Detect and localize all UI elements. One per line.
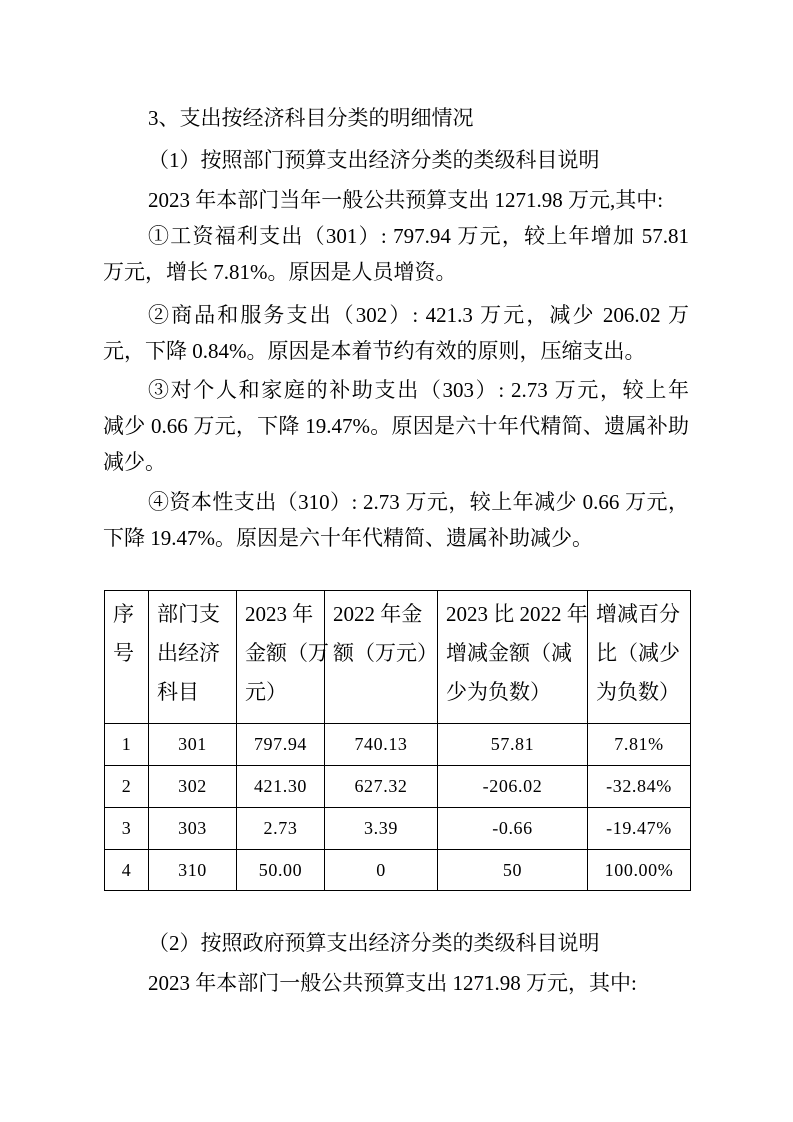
paragraph-line: ①工资福利支出（301）: 797.94 万元，较上年增加 57.81: [148, 224, 689, 248]
header-line: 部门支: [157, 602, 220, 626]
cell-change-amount: 50: [438, 850, 588, 891]
paragraph-line: ④资本性支出（310）: 2.73 万元，较上年减少 0.66 万元，: [148, 490, 689, 514]
header-line: 2023 年: [245, 602, 314, 626]
paragraph-line: 元，下降 0.84%。原因是本着节约有效的原则，压缩支出。: [103, 339, 646, 363]
header-line: 序: [113, 602, 134, 626]
subsection-2-title: [103, 925, 689, 961]
cell-amount-2022: 3.39: [325, 808, 438, 850]
cell-amount-2022: 740.13: [325, 724, 438, 766]
cell-subject: 303: [149, 808, 237, 850]
header-cell-change-amount: [438, 591, 588, 724]
subsection-1-intro: [103, 182, 689, 218]
cell-change-amount: -0.66: [438, 808, 588, 850]
header-line: 少为负数）: [446, 680, 551, 704]
paragraph-line: 减少。: [103, 450, 166, 474]
cell-change-amount: 57.81: [438, 724, 588, 766]
item-goods-services-paragraph: [103, 297, 689, 369]
paragraph-line: ③对个人和家庭的补助支出（303）: 2.73 万元，较上年: [148, 378, 689, 402]
item-subsidy-paragraph: [103, 372, 689, 480]
cell-change-percent: -19.47%: [588, 808, 691, 850]
header-cell-amount-2023: [237, 591, 329, 724]
paragraph-line: 万元，增长 7.81%。原因是人员增资。: [103, 260, 457, 284]
subsection-1-title: [103, 142, 689, 178]
cell-subject: 302: [149, 766, 237, 808]
cell-change-percent: 100.00%: [588, 850, 691, 891]
subsection-2-intro: [103, 965, 689, 1001]
cell-change-percent: 7.81%: [588, 724, 691, 766]
header-line: 为负数）: [596, 680, 680, 704]
heading-line: 3、支出按经济科目分类的明细情况: [148, 106, 474, 130]
item-wages-paragraph: [103, 218, 689, 290]
header-line: 元）: [245, 680, 287, 704]
expenditure-table: [104, 590, 691, 891]
subsection-1-intro-line: 2023 年本部门当年一般公共预算支出 1271.98 万元,其中:: [148, 188, 664, 212]
cell-index: 2: [105, 766, 149, 808]
item-capital-paragraph: [103, 484, 689, 556]
paragraph-line: 减少 0.66 万元，下降 19.47%。原因是六十年代精简、遗属补助: [103, 414, 689, 438]
cell-amount-2022: 0: [325, 850, 438, 891]
cell-subject: 301: [149, 724, 237, 766]
table-row: [105, 808, 691, 850]
header-line: 2022 年金: [333, 602, 423, 626]
cell-index: 4: [105, 850, 149, 891]
cell-amount-2023: 797.94: [237, 724, 325, 766]
paragraph-line: ②商品和服务支出（302）: 421.3 万元，减少 206.02 万: [148, 303, 689, 327]
paragraph-line: 下降 19.47%。原因是六十年代精简、遗属补助减少。: [103, 526, 593, 550]
header-cell-index: [105, 591, 149, 724]
header-line: 比（减少: [596, 641, 680, 665]
header-cell-amount-2022: [325, 591, 438, 724]
cell-amount-2022: 627.32: [325, 766, 438, 808]
cell-amount-2023: 421.30: [237, 766, 325, 808]
cell-change-percent: -32.84%: [588, 766, 691, 808]
header-line: 增减金额（减: [446, 641, 572, 665]
header-line: 科目: [157, 680, 199, 704]
table-row: [105, 766, 691, 808]
subsection-2-intro-line: 2023 年本部门一般公共预算支出 1271.98 万元，其中:: [148, 971, 637, 995]
header-line: 2023 比 2022 年: [446, 602, 588, 626]
cell-index: 1: [105, 724, 149, 766]
subsection-1-title-line: （1）按照部门预算支出经济分类的类级科目说明: [148, 148, 600, 172]
table-header-row: [105, 591, 691, 724]
cell-amount-2023: 2.73: [237, 808, 325, 850]
subsection-2-title-line: （2）按照政府预算支出经济分类的类级科目说明: [148, 931, 600, 955]
header-line: 额（万元）: [333, 641, 438, 665]
cell-index: 3: [105, 808, 149, 850]
header-cell-change-percent: [588, 591, 691, 724]
cell-subject: 310: [149, 850, 237, 891]
table-row: [105, 724, 691, 766]
header-line: 号: [113, 641, 134, 665]
cell-amount-2023: 50.00: [237, 850, 325, 891]
section-heading: [103, 100, 689, 136]
cell-change-amount: -206.02: [438, 766, 588, 808]
header-line: 增减百分: [596, 602, 680, 626]
table-row: [105, 850, 691, 891]
header-cell-subject: [149, 591, 237, 724]
header-line: 出经济: [157, 641, 220, 665]
header-line: 金额（万: [245, 641, 329, 665]
